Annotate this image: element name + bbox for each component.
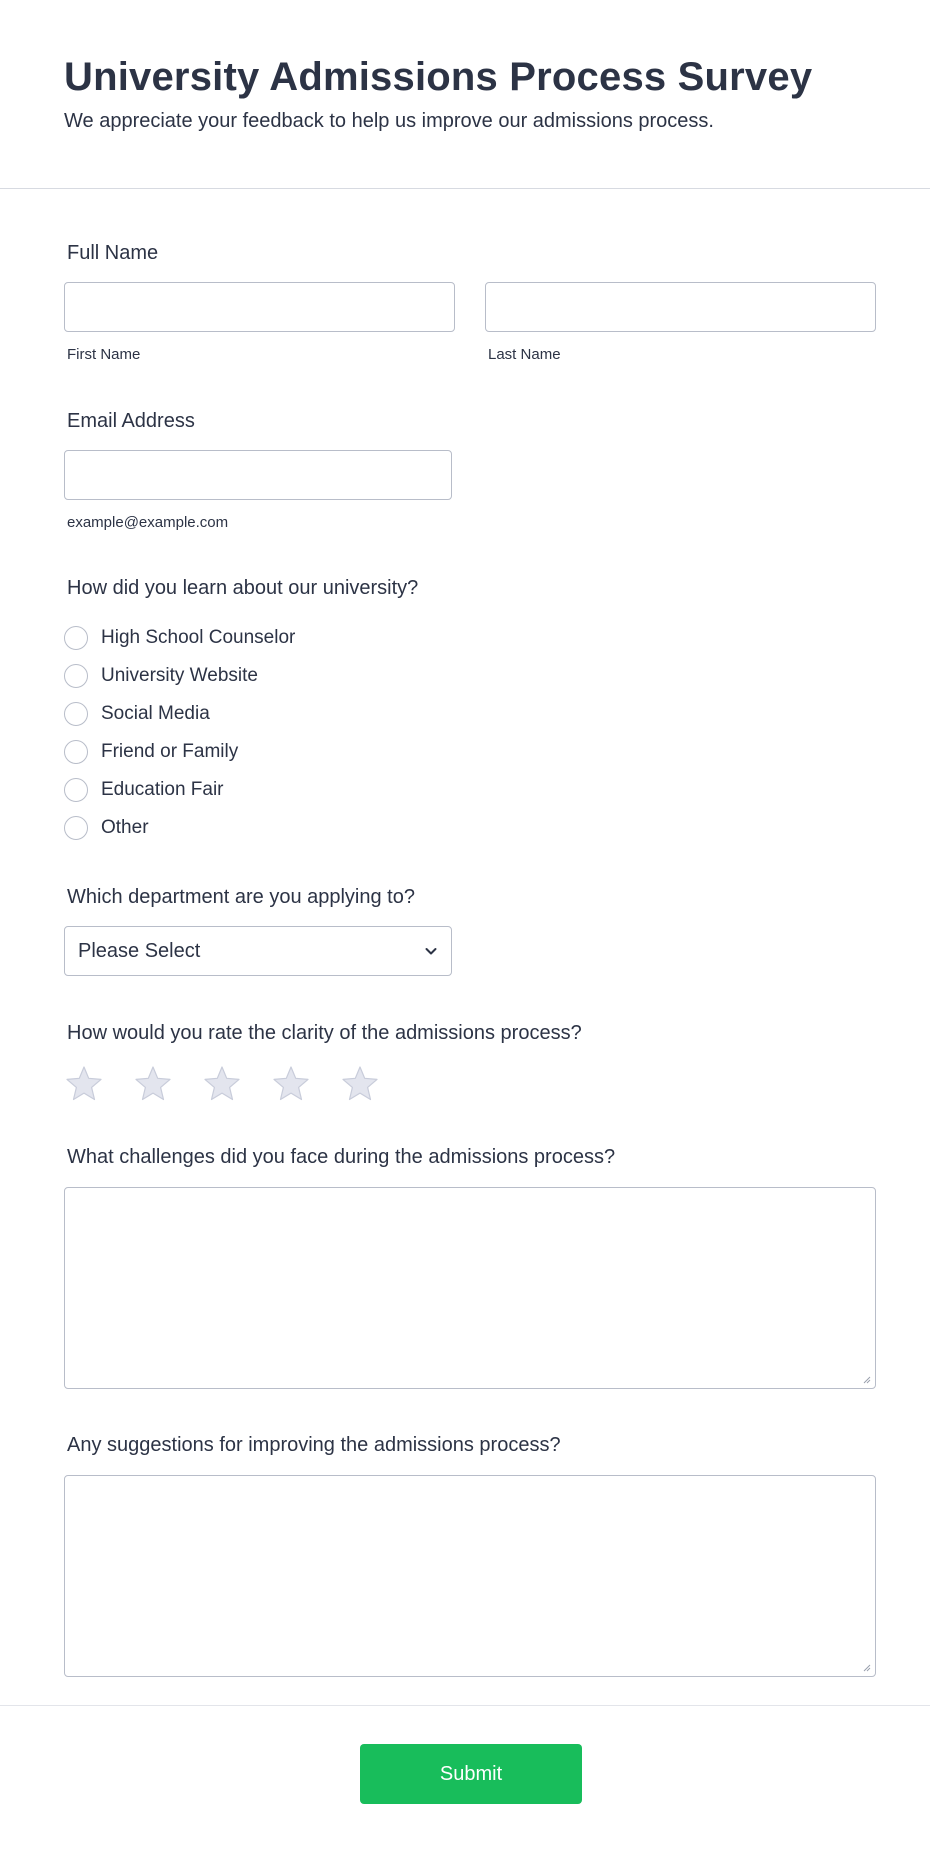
submit-button[interactable]: Submit xyxy=(360,1744,582,1804)
first-name-sublabel: First Name xyxy=(67,346,141,363)
radio-option-label: Friend or Family xyxy=(101,741,239,762)
first-name-column xyxy=(64,282,455,364)
department-select[interactable] xyxy=(64,926,452,976)
email-label: Email Address xyxy=(67,410,195,432)
radio-button[interactable] xyxy=(64,816,88,840)
star-icon[interactable] xyxy=(271,1064,311,1104)
star-icon[interactable] xyxy=(340,1064,380,1104)
challenges-section xyxy=(64,1144,876,1389)
star-icon[interactable] xyxy=(133,1064,173,1104)
form-title: University Admissions Process Survey xyxy=(64,55,813,99)
suggestions-section xyxy=(64,1432,876,1677)
radio-option-label: Education Fair xyxy=(101,779,224,800)
radio-option[interactable] xyxy=(64,695,876,733)
radio-button[interactable] xyxy=(64,778,88,802)
star-icon[interactable] xyxy=(202,1064,242,1104)
email-section xyxy=(64,408,876,532)
department-section xyxy=(64,884,876,976)
email-sublabel: example@example.com xyxy=(67,514,229,531)
radio-option-label: Other xyxy=(101,817,149,838)
department-label: Which department are you applying to? xyxy=(67,886,415,908)
radio-option[interactable] xyxy=(64,771,876,809)
source-radio-group xyxy=(64,619,876,847)
radio-option[interactable] xyxy=(64,733,876,771)
last-name-column xyxy=(485,282,876,364)
last-name-input[interactable] xyxy=(485,282,876,332)
rating-label: How would you rate the clarity of the admissions process? xyxy=(67,1022,582,1044)
department-selected-value: Please Select xyxy=(78,939,201,962)
radio-option-label: Social Media xyxy=(101,703,210,724)
radio-button[interactable] xyxy=(64,740,88,764)
resize-grip-icon[interactable] xyxy=(861,1662,871,1672)
source-label: How did you learn about our university? xyxy=(67,577,419,599)
radio-option-label: High School Counselor xyxy=(101,627,296,648)
radio-option[interactable] xyxy=(64,809,876,847)
radio-button[interactable] xyxy=(64,626,88,650)
form-footer xyxy=(0,1705,930,1853)
email-input[interactable] xyxy=(64,450,452,500)
radio-option[interactable] xyxy=(64,619,876,657)
suggestions-textarea[interactable] xyxy=(64,1475,876,1677)
radio-button[interactable] xyxy=(64,664,88,688)
name-row xyxy=(64,282,876,364)
source-section xyxy=(64,575,876,847)
form-header xyxy=(0,0,930,189)
form-subtitle: We appreciate your feedback to help us improve our admissions process. xyxy=(64,110,714,132)
resize-grip-icon[interactable] xyxy=(861,1374,871,1384)
star-icon[interactable] xyxy=(64,1064,104,1104)
first-name-input[interactable] xyxy=(64,282,455,332)
challenges-label: What challenges did you face during the admissions process? xyxy=(67,1146,616,1168)
radio-option-label: University Website xyxy=(101,665,258,686)
rating-section xyxy=(64,1020,876,1104)
radio-option[interactable] xyxy=(64,657,876,695)
chevron-down-icon xyxy=(423,943,439,959)
last-name-sublabel: Last Name xyxy=(488,346,561,363)
star-rating xyxy=(64,1064,876,1104)
radio-button[interactable] xyxy=(64,702,88,726)
challenges-textarea[interactable] xyxy=(64,1187,876,1389)
suggestions-label: Any suggestions for improving the admissions process? xyxy=(67,1434,561,1456)
full-name-section xyxy=(64,240,876,364)
full-name-label: Full Name xyxy=(67,242,159,264)
